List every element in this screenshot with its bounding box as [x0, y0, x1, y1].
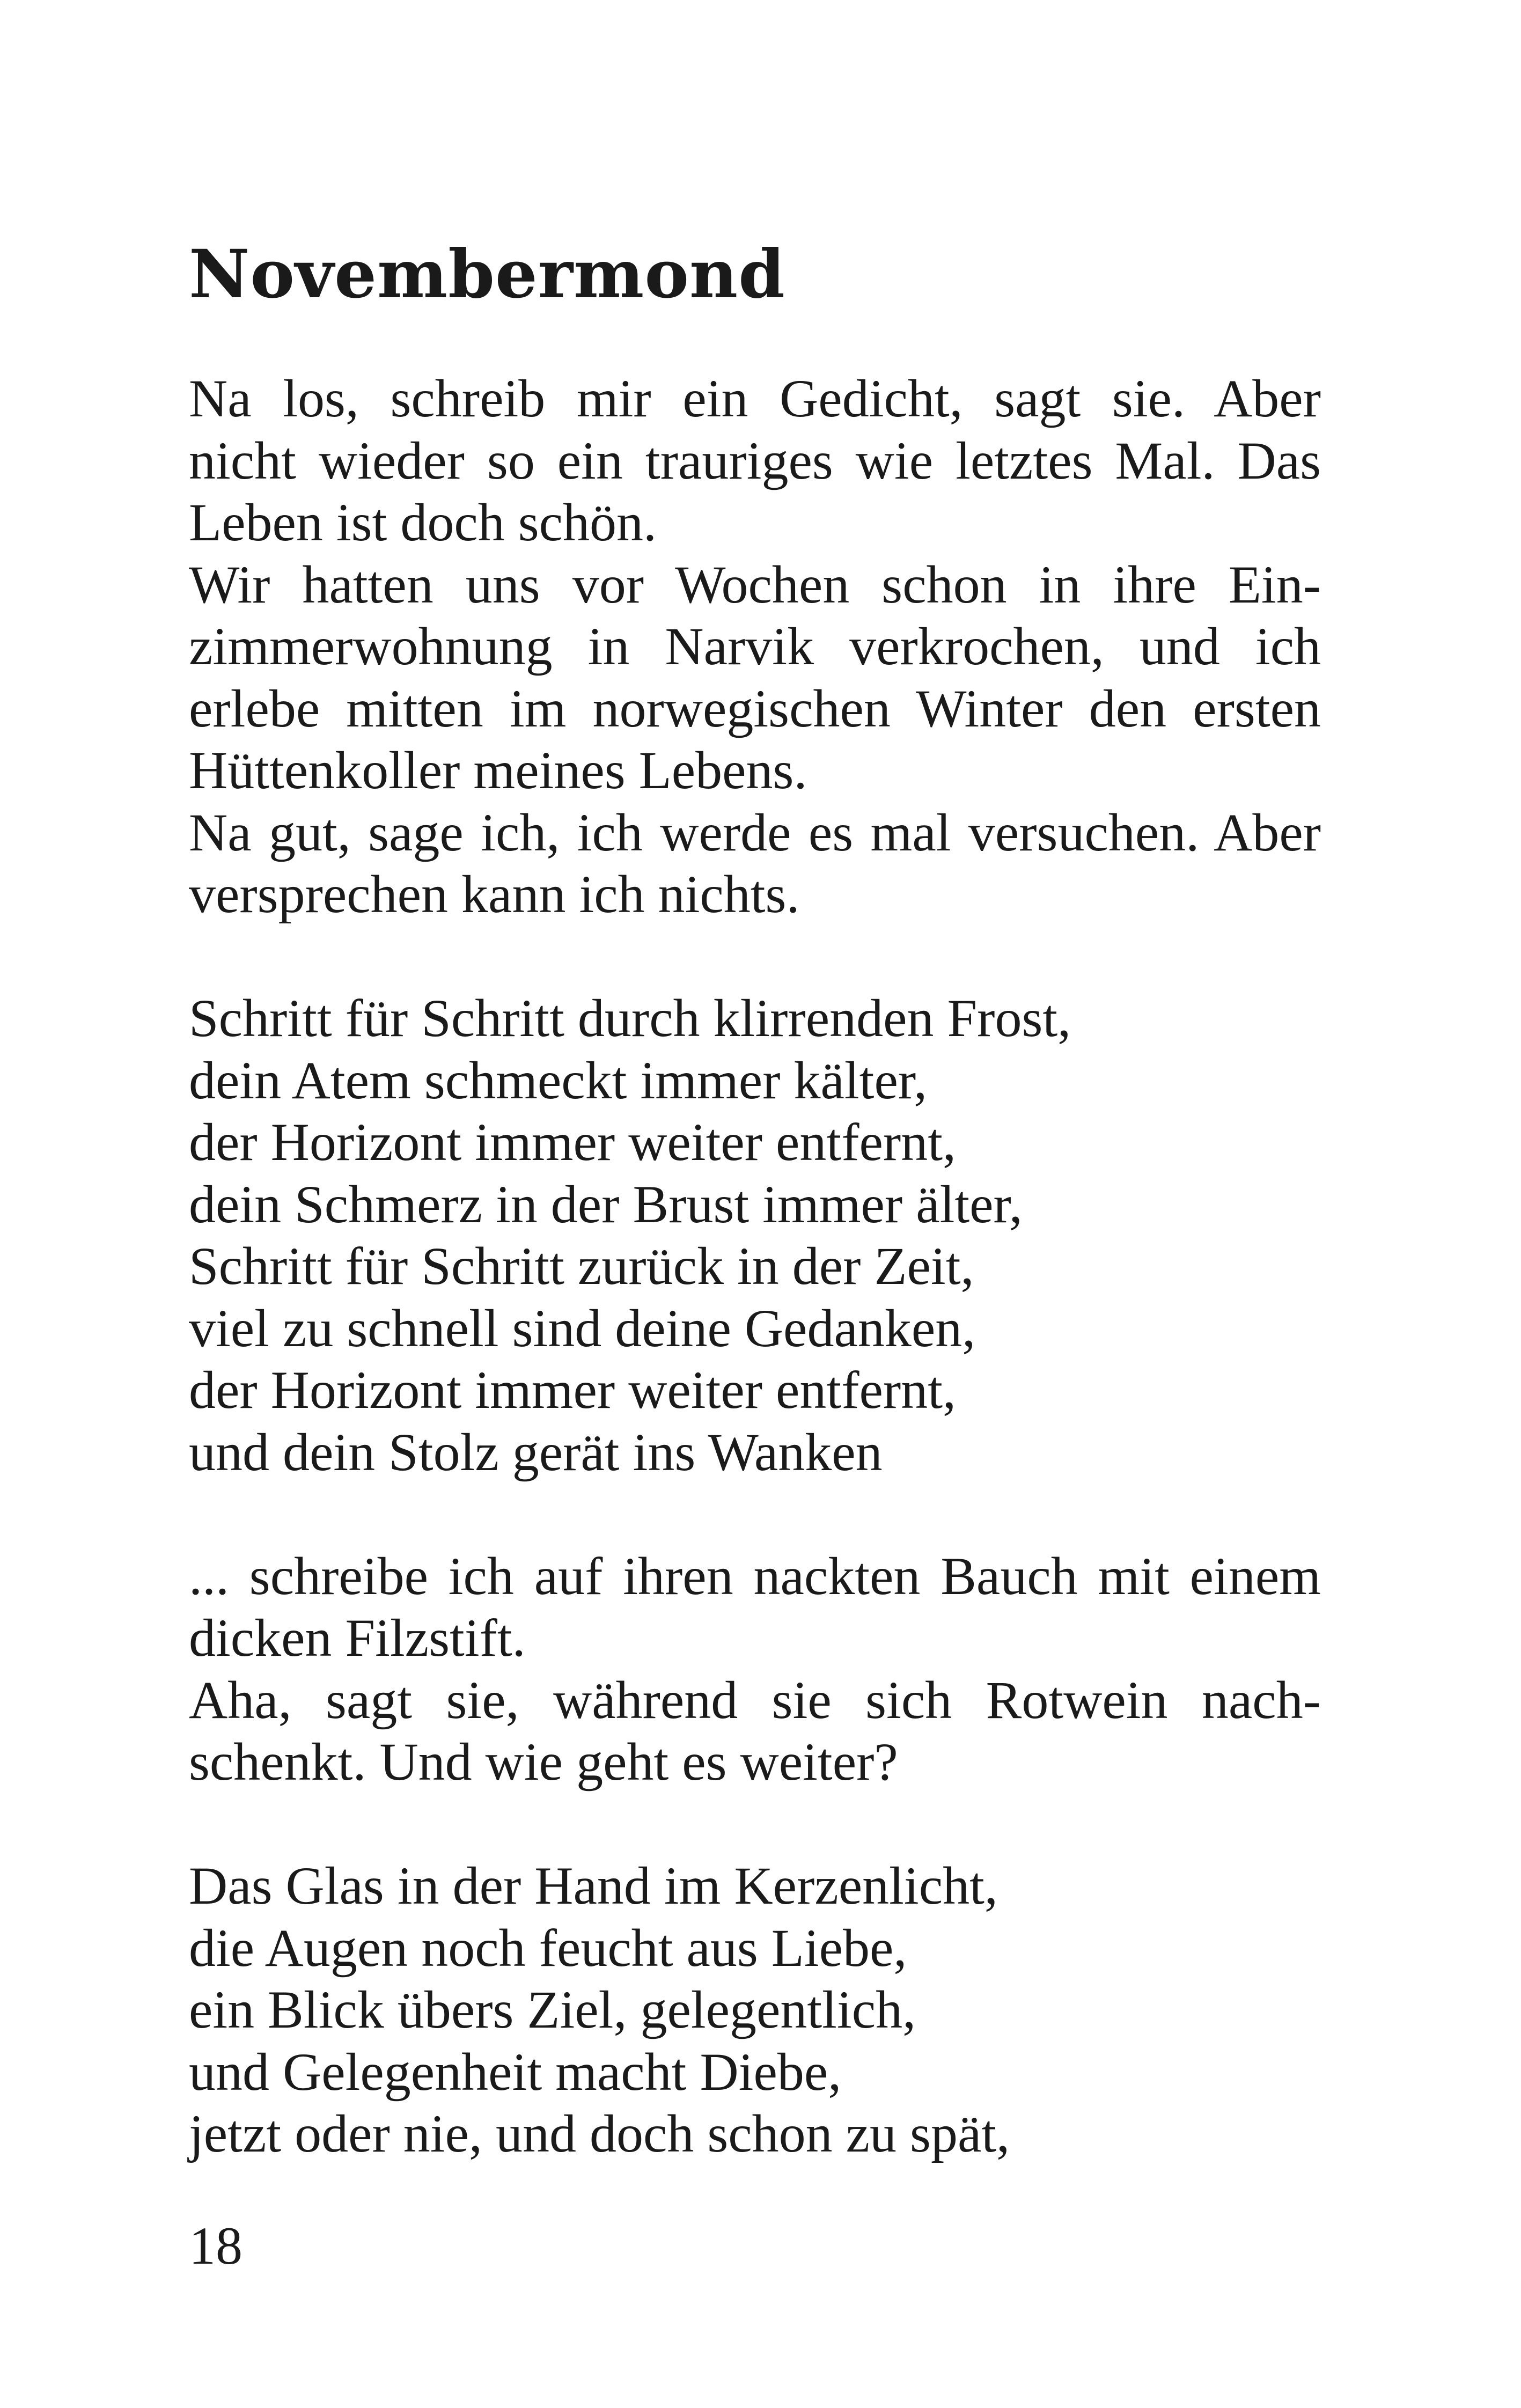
text-line: dicken Filzstift.: [189, 1608, 526, 1668]
text-line: versprechen kann ich nichts.: [189, 864, 800, 924]
text-line: Na los, schreib mir ein Gedicht, sagt sie. Aber: [189, 369, 1321, 428]
page-number: 18: [189, 2216, 243, 2275]
verse-line: ein Blick übers Ziel, gelegentlich,: [189, 1980, 916, 2039]
poem-stanza-2: [189, 1855, 1321, 2165]
paragraph-5: [189, 1669, 1321, 1793]
text-line: schenkt. Und wie geht es weiter?: [189, 1732, 898, 1792]
verse-line: der Horizont immer weiter entfernt,: [189, 1112, 956, 1172]
verse-line: der Horizont immer weiter entfernt,: [189, 1360, 956, 1420]
text-line: ... schreibe ich auf ihren nackten Bauch mit einem: [189, 1546, 1321, 1606]
blank-line: [189, 926, 1321, 988]
text-line: Hüttenkoller meines Lebens.: [189, 740, 807, 800]
verse-line: und Gelegenheit macht Diebe,: [189, 2042, 842, 2102]
blank-line: [189, 1483, 1321, 1545]
verse-line: die Augen noch feucht aus Liebe,: [189, 1918, 907, 1978]
text-line: nicht wieder so ein trauriges wie letztes Mal. Das: [189, 430, 1321, 490]
verse-line: viel zu schnell sind deine Gedanken,: [189, 1298, 976, 1358]
paragraph-1: [189, 368, 1321, 554]
poem-stanza-1: [189, 987, 1321, 1483]
paragraph-4: [189, 1545, 1321, 1669]
text-line: erlebe mitten im norwegischen Winter den ersten: [189, 678, 1321, 738]
paragraph-2: [189, 554, 1321, 802]
verse-line: dein Schmerz in der Brust immer älter,: [189, 1174, 1023, 1234]
body-text: [189, 368, 1321, 2165]
text-line: Leben ist doch schön.: [189, 493, 657, 552]
verse-line: jetzt oder nie, und doch schon zu spät,: [189, 2104, 1010, 2163]
paragraph-3: [189, 802, 1321, 926]
text-line: Wir hatten uns vor Wochen schon in ihre Ein-: [189, 554, 1321, 614]
verse-line: und dein Stolz gerät ins Wanken: [189, 1422, 883, 1482]
blank-line: [189, 1793, 1321, 1855]
chapter-title: Novembermond: [189, 236, 785, 313]
text-line: zimmerwohnung in Narvik verkrochen, und ich: [189, 616, 1321, 676]
verse-line: dein Atem schmeckt immer kälter,: [189, 1050, 928, 1110]
text-line: Na gut, sage ich, ich werde es mal versuchen. Aber: [189, 802, 1321, 862]
verse-line: Das Glas in der Hand im Kerzenlicht,: [189, 1856, 998, 1915]
verse-line: Schritt für Schritt durch klirrenden Frost,: [189, 988, 1071, 1048]
text-line: Aha, sagt sie, während sie sich Rotwein nach-: [189, 1670, 1321, 1730]
verse-line: Schritt für Schritt zurück in der Zeit,: [189, 1236, 974, 1296]
